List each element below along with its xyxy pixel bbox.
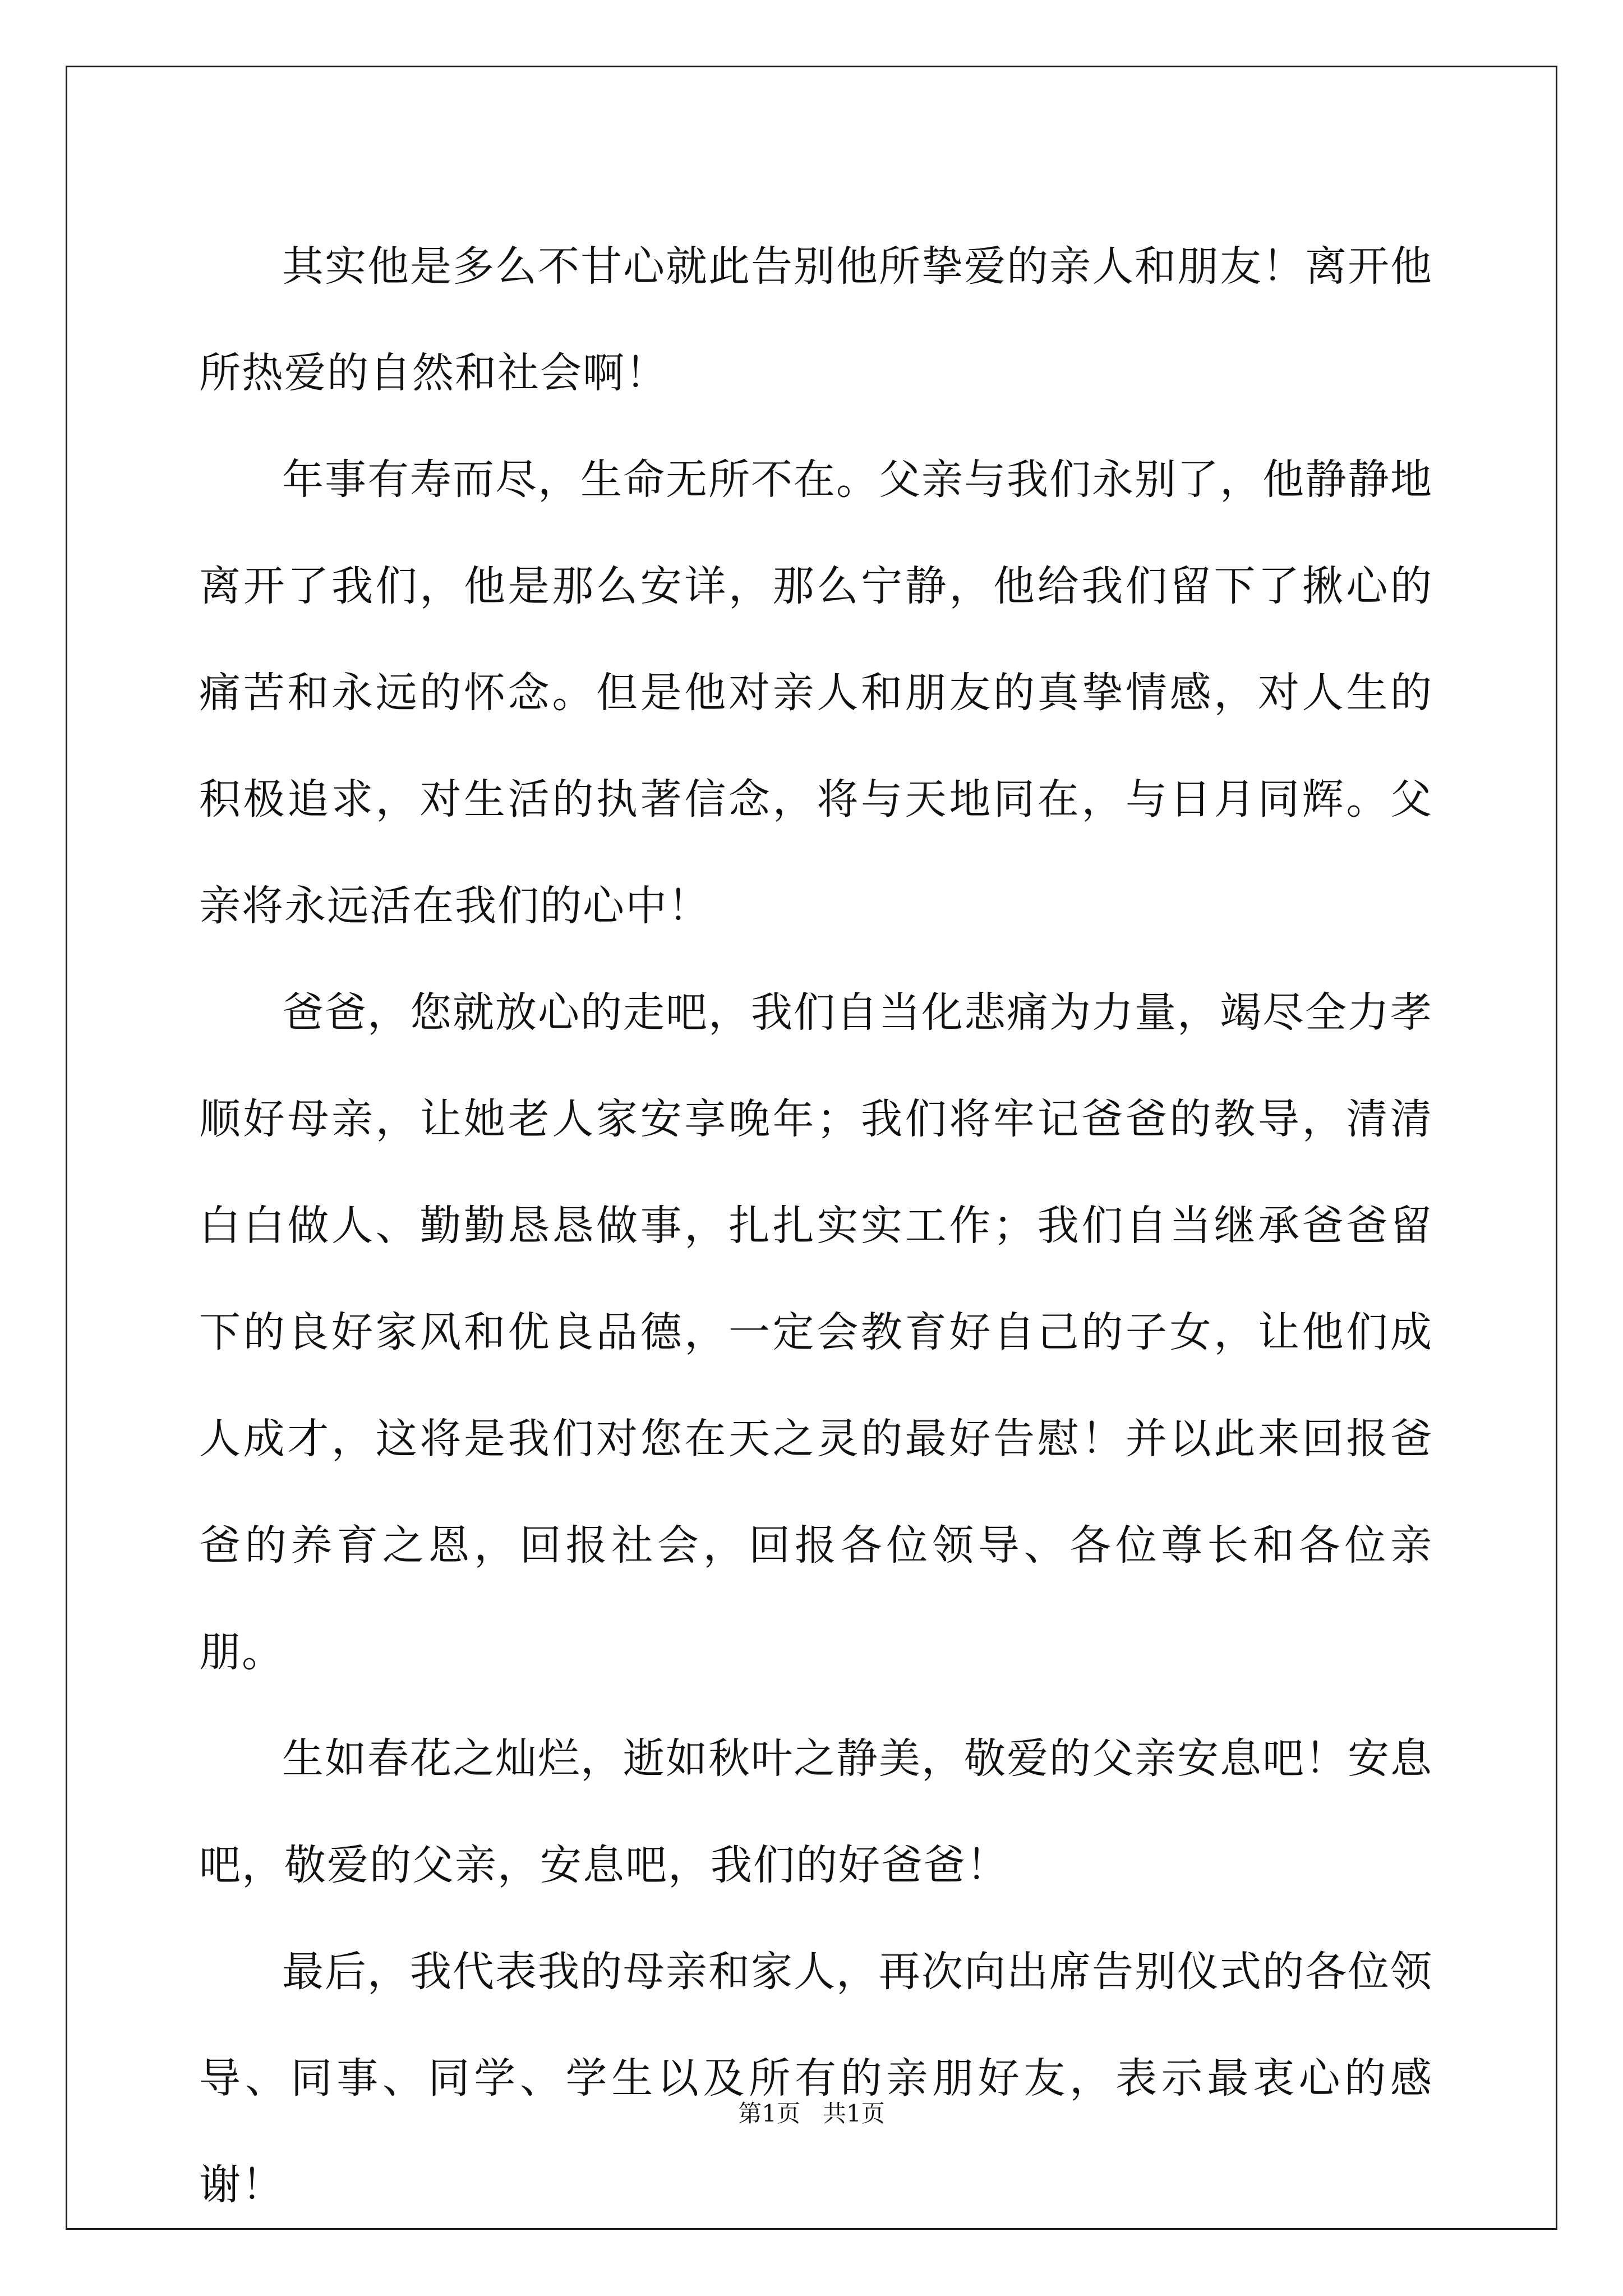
page-number: 第1页: [738, 2100, 800, 2127]
paragraph-1: 其实他是多么不甘心就此告别他所挚爱的亲人和朋友！离开他所热爱的自然和社会啊！: [199, 242, 1433, 397]
paragraph-3: 爸爸，您就放心的走吧，我们自当化悲痛为力量，竭尽全力孝顺好母亲，让她老人家安享晚年；我们将牢记爸爸的教导，清清白白做人、勤勤恳恳做事，扎扎实实工作；我们自当继承爸爸留下的良好家风和优良品德，一定会教育好自己的子女，让他们成人成才，这将是我们对您在天之灵的最好告慰！并以此来回报爸爸的养育之恩，回报社会，回报各位领导、各位尊长和各位亲朋。: [199, 988, 1433, 1676]
paragraph-2: 年事有寿而尽，生命无所不在。父亲与我们永别了，他静静地离开了我们，他是那么安详，那么宁静，他给我们留下了揪心的痛苦和永远的怀念。但是他对亲人和朋友的真挚情感，对人生的积极追求，对生活的执著信念，将与天地同在，与日月同辉。父亲将永远活在我们的心中！: [199, 455, 1433, 930]
page-footer: [0, 2095, 1623, 2129]
paragraph-4: 生如春花之灿烂，逝如秋叶之静美，敬爱的父亲安息吧！安息吧，敬爱的父亲，安息吧，我们的好爸爸！: [199, 1734, 1433, 1889]
document-body: [199, 213, 1433, 2238]
page-total: 共1页: [823, 2100, 885, 2127]
paragraph-5: 最后，我代表我的母亲和家人，再次向出席告别仪式的各位领导、同事、同学、学生以及所有的亲朋好友，表示最衷心的感谢！: [199, 1948, 1433, 2209]
